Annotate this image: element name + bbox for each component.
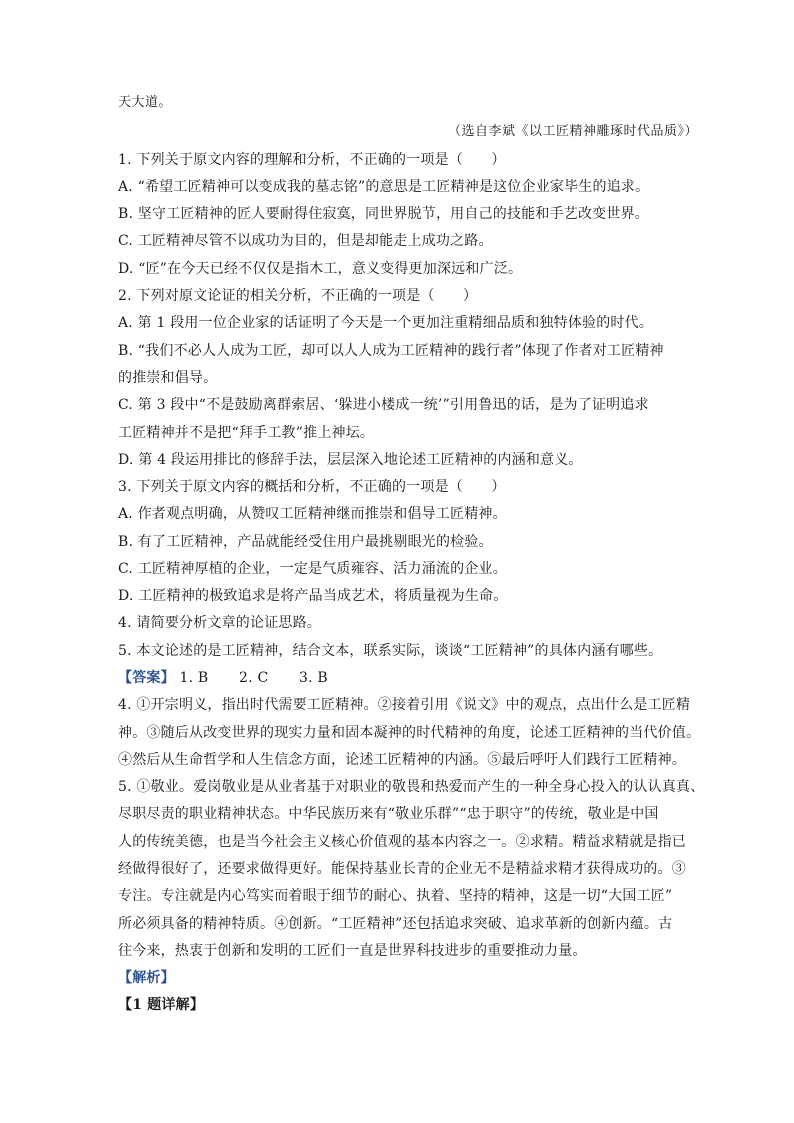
a4-line: ④然后从生命哲学和人生信念方面，论述工匠精神的内涵。⑤最后呼吁人们践行工匠精神。	[118, 752, 686, 768]
q1-detail-tag: 【1 题详解】	[118, 997, 205, 1013]
a5-line: 专注。专注就是内心笃实而着眼于细节的耐心、执着、坚持的精神，这是一切“大国工匠”	[118, 888, 673, 904]
a4-line: 神。③随后从改变世界的现实力量和固本凝神的时代精神的角度，论述工匠精神的当代价值。	[118, 725, 701, 741]
answer-row	[118, 669, 328, 687]
a5-line: 人的传统美德，也是当今社会主义核心价值观的基本内容之一。②求精。精益求精就是指已	[118, 834, 686, 850]
q3-option-c: C. 工匠精神厚植的企业，一定是气质雍容、活力涌流的企业。	[118, 561, 507, 577]
a5-line: 5. ①敬业。爱岗敬业是从业者基于对职业的敬畏和热爱而产生的一种全身心投入的认认真真、	[118, 779, 705, 795]
q5-stem: 5. 本文论述的是工匠精神，结合文本，联系实际，谈谈“工匠精神”的具体内涵有哪些。	[118, 643, 663, 659]
q2-option-b-line1: B. “我们不必人人成为工匠，却可以人人成为工匠精神的践行者”体现了作者对工匠精神	[118, 343, 664, 359]
answer-tag: 【答案】	[118, 670, 175, 686]
q4-stem: 4. 请简要分析文章的论证思路。	[118, 615, 322, 631]
analysis-tag: 【解析】	[118, 970, 175, 986]
q3-stem: 3. 下列关于原文内容的概括和分析，不正确的一项是（ ）	[118, 479, 506, 495]
a4-line: 4. ①开宗明义，指出时代需要工匠精神。②接着引用《说文》中的观点，点出什么是工匠精	[118, 697, 691, 713]
a5-line: 往今来，热衷于创新和发明的工匠们一直是世界科技进步的重要推动力量。	[118, 943, 587, 959]
q1-option-a: A. “希望工匠精神可以变成我的墓志铭”的意思是工匠精神是这位企业家毕生的追求。	[118, 179, 650, 195]
q3-option-a: A. 作者观点明确，从赞叹工匠精神继而推崇和倡导工匠精神。	[118, 506, 507, 522]
answer-2: 2. C	[239, 670, 269, 686]
q2-stem: 2. 下列对原文论证的相关分析，不正确的一项是（ ）	[118, 288, 478, 304]
a5-line: 经做得很好了，还要求做得更好。能保持基业长青的企业无不是精益求精才获得成功的。③	[118, 861, 686, 877]
source-citation: （选自李斌《以工匠精神雕琢时代品质》）	[447, 124, 698, 139]
passage-tail: 天大道。	[118, 95, 173, 110]
q2-option-a: A. 第 1 段用一位企业家的话证明了今天是一个更加注重精细品质和独特体验的时代。	[118, 315, 654, 331]
a5-line: 尽职尽责的职业精神状态。中华民族历来有“敬业乐群”“忠于职守”的传统，敬业是中国	[118, 806, 659, 822]
q3-option-b: B. 有了工匠精神，产品就能经受住用户最挑剔眼光的检验。	[118, 534, 493, 550]
q3-option-d: D. 工匠精神的极致追求是将产品当成艺术，将质量视为生命。	[118, 588, 508, 604]
a5-line: 所必须具备的精神特质。④创新。“工匠精神”还包括追求突破、追求革新的创新内蕴。古	[118, 916, 673, 932]
q2-option-c-line2: 工匠精神并不是把“拜手工教”推上神坛。	[118, 425, 375, 441]
q1-option-c: C. 工匠精神尽管不以成功为目的，但是却能走上成功之路。	[118, 233, 493, 249]
q1-option-d: D. “匠”在今天已经不仅仅是指木工，意义变得更加深远和广泛。	[118, 261, 523, 277]
q1-option-b: B. 坚守工匠精神的匠人要耐得住寂寞，同世界脱节，用自己的技能和手艺改变世界。	[118, 206, 649, 222]
q2-option-c-line1: C. 第 3 段中“不是鼓励离群索居、‘躲进小楼成一统’”引用鲁迅的话，是为了证明追求	[118, 397, 649, 413]
q2-option-d: D. 第 4 段运用排比的修辞手法，层层深入地论述工匠精神的内涵和意义。	[118, 452, 583, 468]
answer-3: 3. B	[299, 670, 328, 686]
q1-stem: 1. 下列关于原文内容的理解和分析，不正确的一项是（ ）	[118, 152, 506, 168]
answer-1: 1. B	[179, 670, 209, 686]
q2-option-b-line2: 的推崇和倡导。	[118, 370, 218, 386]
